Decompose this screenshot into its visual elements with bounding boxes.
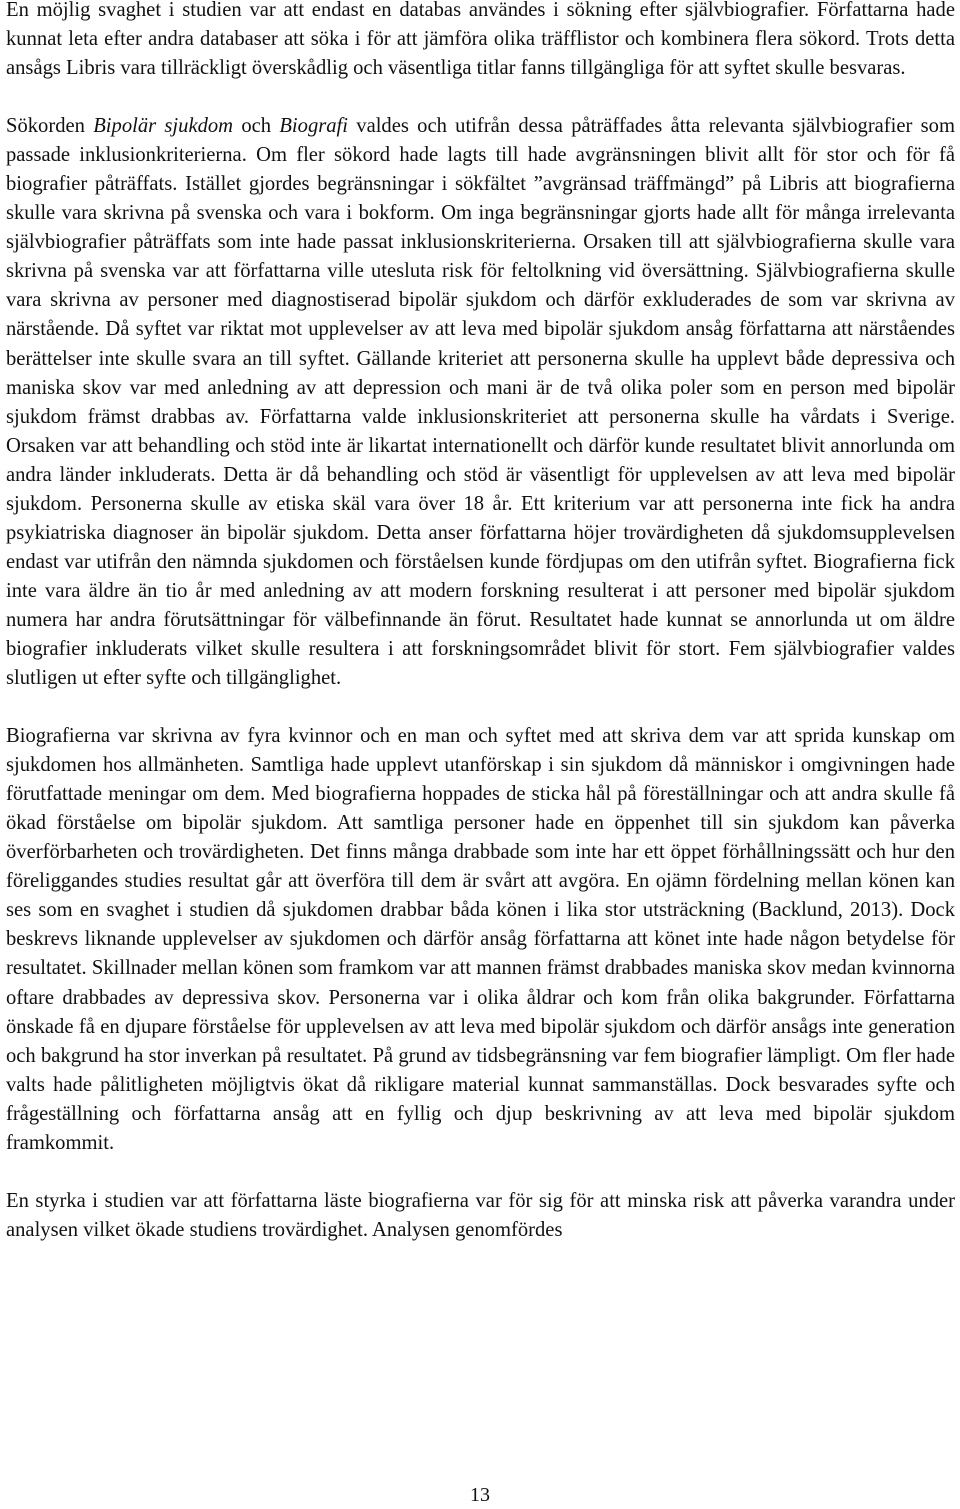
search-term-bipolar: Bipolär sjukdom [93, 115, 234, 138]
page-number: 13 [470, 1484, 490, 1506]
paragraph-text: Biografierna var skrivna av fyra kvinnor och en man och syftet med att skriva dem var att sprida kunskap om sjukdomen hos allmänheten. Samtliga hade upplevt utanförskap i sin sjukdom då människor i omgivningen hade förutfattade meningar om dem. Med biografierna hoppades de sticka hål på föreställningar och att andra skulle få ökad förståelse om bipolär sjukdom. Att samtliga personer hade en öppenhet till sin sjukdom kan påverka överförbarheten och trovärdigheten. Det finns många drabbade som inte har ett öppet förhållningssätt och hur den föreliggandes studies resultat går att överföra till dem är svårt att avgöra. En ojämn fördelning mellan könen kan ses som en svaghet i studien då sjukdomen drabbar båda könen i lika stor utsträckning (Backlund, 2013). Dock beskrevs liknande upplevelser av sjukdomen och därför ansåg författarna att könet inte hade någon betydelse för resultatet. Skillnader mellan könen som framkom var att mannen främst drabbades maniska skov medan kvinnorna oftare drabbades av depressiva skov. Personerna var i olika åldrar och kom från olika bakgrunder. Författarna önskade få en djupare förståelse för upplevelsen av att leva med bipolär sjukdom och därför ansågs inte generation och bakgrund ha stor inverkan på resultatet. På grund av tidsbegränsning var fem biografier lämpligt. Om fler hade valts hade pålitligheten möjligtvis ökat då rikligare material kunnat sammanställas. Dock besvarades syfte och frågeställning och författarna ansåg att en fyllig och djup beskrivning av att leva med bipolär sjukdom framkommit. [6, 725, 955, 1154]
search-term-biografi: Biografi [279, 115, 348, 138]
paragraph-text-continued: Trots detta ansågs Libris vara tillräckligt överskådlig och väsentliga titlar fanns tillgängliga för att syftet skulle besvaras. [6, 28, 955, 80]
paragraph-text: En styrka i studien var att författarna läste biografierna var för sig för att minska risk att påverka varandra under analysen vilket ökade studiens trovärdighet. Analysen genomfördes [6, 1189, 955, 1241]
paragraph-weakness-database [6, 0, 955, 83]
document-page [6, 0, 955, 1245]
paragraph-biographies [6, 722, 955, 1158]
paragraph-text-before: Sökorden [6, 115, 94, 138]
paragraph-text-after: valdes och utifrån dessa påträffades åtta relevanta självbiografier som passade inklusionkriterierna. Om fler sökord hade lagts till hade avgränsningen blivit allt för stor och för få biografier påträffats. Istället gjordes begränsningar i sökfältet ”avgränsad träffmängd” på Libris att biografierna skulle vara skrivna på svenska och vara i bokform. Om inga begränsningar gjorts hade allt för många irrelevanta självbiografier påträffats som inte hade passat inklusionskriterierna. Orsaken till att självbiografierna skulle vara skrivna på svenska var att författarna ville utesluta risk för feltolkning vid översättning. Självbiografierna skulle vara skrivna av personer med diagnostiserad bipolär sjukdom och därför exkluderades de som var skrivna av närstående. Då syftet var riktat mot upplevelser av att leva med bipolär sjukdom ansåg författarna att närståendes berättelser inte skulle svara an till syftet. Gällande kriteriet att personerna skulle ha upplevt både depressiva och maniska skov var med anledning av att depression och mani är de två olika poler som en person med bipolär sjukdom främst drabbas av. Författarna valde inklusionskriteriet att personerna skulle ha vårdats i Sverige. Orsaken var att behandling och stöd inte är likartat internationellt och därför kunde resultatet blivit annorlunda om andra länder inkluderats. Detta är då behandling och stöd är väsentligt för upplevelsen av att leva med bipolär sjukdom. Personerna skulle av etiska skäl vara över 18 år. Ett kriterium var att personerna inte fick ha andra psykiatriska diagnoser än bipolär sjukdom. Detta anser författarna höjer trovärdigheten då sjukdomsupplevelsen endast var utifrån den nämnda sjukdomen och förståelsen kunde fördjupas om den utifrån syftet. Biografierna fick inte vara äldre än tio år med anledning av att modern forskning resulterat i att personer med bipolär sjukdom numera har andra förutsättningar för välbefinnande än förut. Resultatet hade kunnat se annorlunda ut om äldre biografier inkluderats vilket skulle resultera i att forskningsområdet blivit för stort. Fem självbiografier valdes slutligen ut efter syfte och tillgänglighet. [6, 115, 955, 690]
paragraph-text: En möjlig svaghet i studien var att endast en databas användes i sökning efter självbiografier. Författarna hade kunnat leta efter andra databaser att söka i för att jämföra olika träfflistor och kombinera flera sökord. [6, 0, 955, 51]
paragraph-strength [6, 1187, 955, 1245]
paragraph-text-mid: och [233, 115, 280, 138]
paragraph-search-terms [6, 112, 955, 693]
